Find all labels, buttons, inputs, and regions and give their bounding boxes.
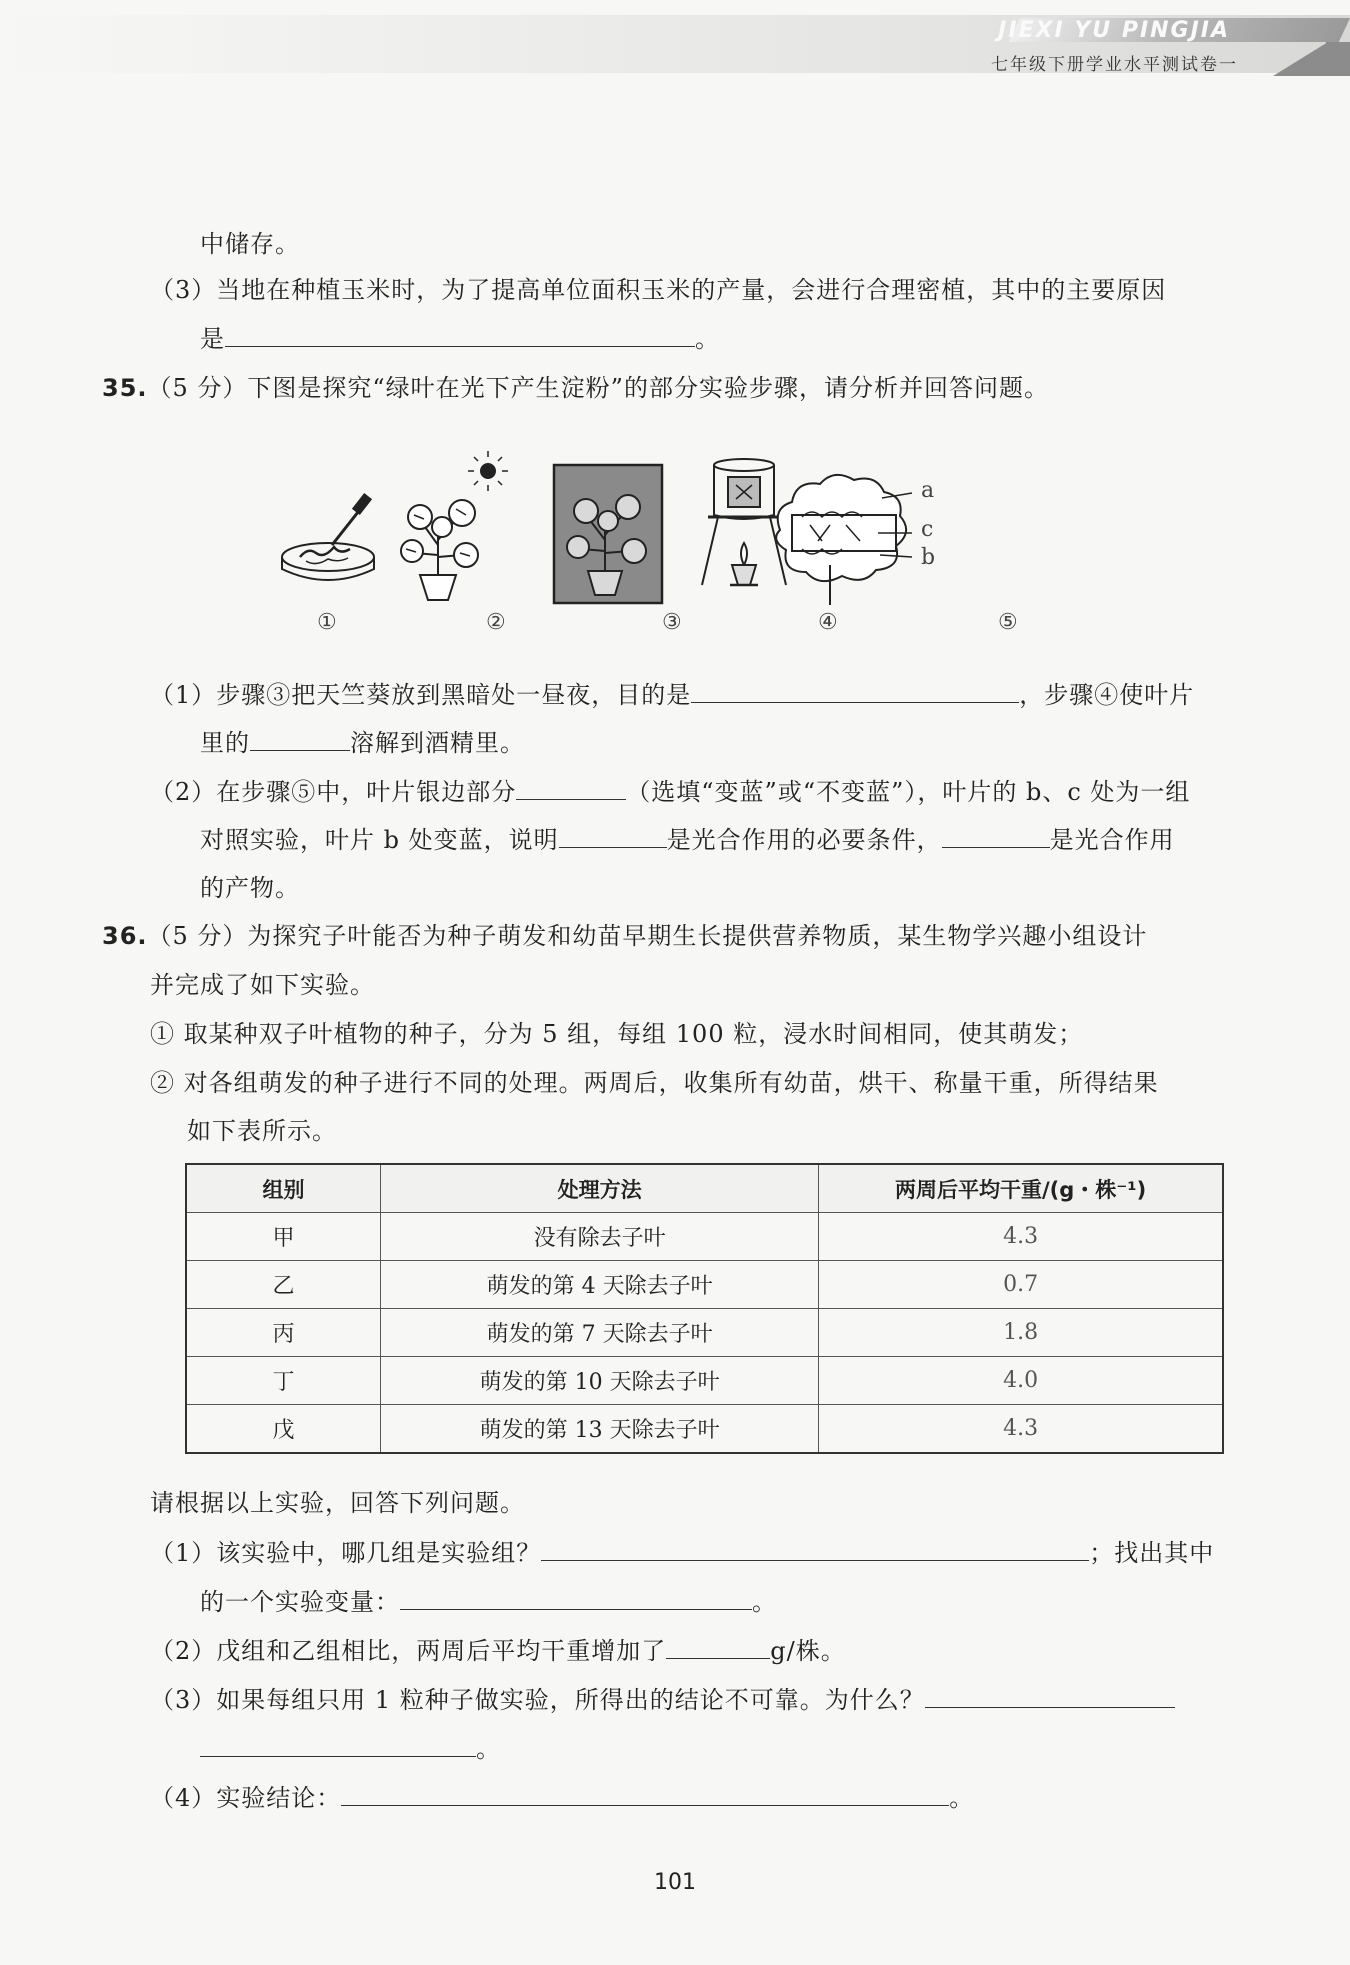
table-cell-group: 丁 xyxy=(186,1357,381,1405)
q35-part2-line3: 的产物。 xyxy=(200,874,300,902)
table-cell-group: 甲 xyxy=(186,1213,381,1261)
table-cell-method: 萌发的第 4 天除去子叶 xyxy=(381,1261,819,1309)
header-decor-wedge xyxy=(1273,42,1328,76)
q35-experiment-figure xyxy=(270,445,1120,645)
q36-stem-text-a: （5 分）为探究子叶能否为种子萌发和幼苗早期生长提供营养物质，某生物学兴趣小组设计 xyxy=(147,922,1148,950)
q36-part1-text-c: 的一个实验变量： xyxy=(200,1588,400,1616)
q36-part3-blank1[interactable] xyxy=(925,1681,1175,1708)
q35-part2-text-b: （选填“变蓝”或“不变蓝”），叶片的 b、c 处为一组 xyxy=(626,778,1191,806)
q35-part1-blank1[interactable] xyxy=(691,676,1019,703)
q35-part1-text-d: 溶解到酒精里。 xyxy=(350,729,525,757)
q35-number: 35. xyxy=(102,374,148,402)
q36-stem-line2: 并完成了如下实验。 xyxy=(150,971,375,999)
q36-part4-text-a: （4）实验结论： xyxy=(150,1784,342,1812)
q34-part3-prefix: 是 xyxy=(200,325,225,353)
q35-part2-line2 xyxy=(200,821,1175,858)
table-cell-weight: 4.3 xyxy=(819,1213,1223,1261)
figure-label-5: ⑤ xyxy=(998,610,1018,635)
table-cell-group: 戊 xyxy=(186,1405,381,1454)
header-title: 七年级下册学业水平测试卷一 xyxy=(991,55,1238,75)
q36-part2-text-b: g/株。 xyxy=(770,1637,846,1665)
table-cell-method: 没有除去子叶 xyxy=(381,1213,819,1261)
q34-part3-blank[interactable] xyxy=(225,320,695,347)
table-header-row xyxy=(186,1164,1223,1213)
q35-part2-blank2[interactable] xyxy=(559,821,667,848)
leaf-label-b: b xyxy=(921,545,936,570)
q35-part1-text-b: ，步骤④使叶片 xyxy=(1019,681,1195,709)
q35-figure-svg xyxy=(270,445,1120,645)
table-row xyxy=(186,1309,1223,1357)
table-header-group: 组别 xyxy=(186,1164,381,1213)
table-header-weight: 两周后平均干重/(g・株⁻¹) xyxy=(819,1164,1223,1213)
q34-continuation: 中储存。 xyxy=(200,230,300,258)
table-row xyxy=(186,1213,1223,1261)
q36-part3-line1 xyxy=(150,1681,1175,1718)
q36-intro: 请根据以上实验，回答下列问题。 xyxy=(150,1489,525,1517)
table-row xyxy=(186,1405,1223,1454)
potted-plant-sun-icon xyxy=(401,451,508,600)
table-header-method: 处理方法 xyxy=(381,1164,819,1213)
header-watermark: JIEXI YU PINGJIA xyxy=(998,18,1230,43)
q34-part3-answer-line xyxy=(200,320,720,357)
q36-part4-end: 。 xyxy=(949,1784,975,1812)
q35-part1-line2 xyxy=(200,724,525,761)
q36-step2-line2: 如下表所示。 xyxy=(187,1117,337,1145)
table-cell-group: 丙 xyxy=(186,1309,381,1357)
q36-part2-line xyxy=(150,1632,846,1669)
table-cell-method: 萌发的第 7 天除去子叶 xyxy=(381,1309,819,1357)
q36-number: 36. xyxy=(102,922,148,950)
q36-part4-blank[interactable] xyxy=(341,1779,949,1806)
table-cell-group: 乙 xyxy=(186,1261,381,1309)
q36-part2-blank[interactable] xyxy=(666,1632,770,1659)
q35-stem xyxy=(102,370,1049,406)
q35-stem-text: （5 分）下图是探究“绿叶在光下产生淀粉”的部分实验步骤，请分析并回答问题。 xyxy=(147,374,1049,402)
q35-part2-text-c: 对照实验，叶片 b 处变蓝，说明 xyxy=(200,826,559,854)
q36-stem-line1 xyxy=(102,918,1147,954)
q34-part3-text: （3）当地在种植玉米时，为了提高单位面积玉米的产量，会进行合理密植，其中的主要原因 xyxy=(150,276,1167,304)
table-cell-method: 萌发的第 13 天除去子叶 xyxy=(381,1405,819,1454)
table-cell-weight: 4.0 xyxy=(819,1357,1223,1405)
q36-results-table xyxy=(185,1163,1224,1454)
figure-label-3: ③ xyxy=(662,610,682,635)
alcohol-water-bath-icon xyxy=(702,459,786,585)
figure-label-1: ① xyxy=(317,610,337,635)
figure-label-2: ② xyxy=(486,610,506,635)
q35-part1-text-c: 里的 xyxy=(200,729,250,757)
q36-part1-text-b: ；找出其中 xyxy=(1089,1539,1215,1567)
q36-part1-end: 。 xyxy=(752,1588,777,1616)
table-row xyxy=(186,1261,1223,1309)
header-decor-block xyxy=(1326,42,1350,76)
q36-step2-line1: ② 对各组萌发的种子进行不同的处理。两周后，收集所有幼苗，烘干、称量干重，所得结果 xyxy=(150,1069,1159,1097)
q36-part3-line2 xyxy=(200,1730,501,1767)
leaf-label-c: c xyxy=(921,517,934,542)
q36-part1-line1 xyxy=(150,1534,1214,1571)
table-cell-weight: 4.3 xyxy=(819,1405,1223,1454)
q35-part2-text-a: （2）在步骤⑤中，叶片银边部分 xyxy=(150,778,517,806)
q36-part3-end: 。 xyxy=(476,1735,501,1763)
q36-part1-line2 xyxy=(200,1583,777,1620)
dark-box-plant-icon xyxy=(554,465,662,603)
leaf-diagram-icon xyxy=(776,475,912,605)
q35-part2-blank1[interactable] xyxy=(516,773,626,800)
q36-part2-text-a: （2）戊组和乙组相比，两周后平均干重增加了 xyxy=(150,1637,667,1665)
q36-part3-text-a: （3）如果每组只用 1 粒种子做实验，所得出的结论不可靠。为什么？ xyxy=(150,1686,925,1714)
table-cell-method: 萌发的第 10 天除去子叶 xyxy=(381,1357,819,1405)
figure-label-4: ④ xyxy=(818,610,838,635)
q36-part1-blank2[interactable] xyxy=(400,1583,752,1610)
page-number: 101 xyxy=(654,1870,696,1895)
petri-dish-icon xyxy=(282,494,374,580)
q35-part1-line1 xyxy=(150,676,1194,713)
table-cell-weight: 0.7 xyxy=(819,1261,1223,1309)
table-cell-weight: 1.8 xyxy=(819,1309,1223,1357)
q35-part2-line1 xyxy=(150,773,1190,810)
q36-part4-line xyxy=(150,1779,974,1816)
q34-part3-end: 。 xyxy=(695,325,720,353)
table-row xyxy=(186,1357,1223,1405)
q36-part1-text-a: （1）该实验中，哪几组是实验组？ xyxy=(150,1539,542,1567)
q36-part1-blank1[interactable] xyxy=(541,1534,1089,1561)
q35-part2-text-d: 是光合作用的必要条件， xyxy=(666,826,942,854)
q35-part1-text-a: （1）步骤③把天竺葵放到黑暗处一昼夜，目的是 xyxy=(150,681,692,709)
q35-part2-blank3[interactable] xyxy=(942,821,1050,848)
leaf-label-a: a xyxy=(921,478,935,503)
q36-part3-blank2[interactable] xyxy=(200,1730,476,1757)
q35-part1-blank2[interactable] xyxy=(250,724,350,751)
q36-step1: ① 取某种双子叶植物的种子，分为 5 组，每组 100 粒，浸水时间相同，使其萌发； xyxy=(150,1020,1084,1048)
q35-part2-text-e: 是光合作用 xyxy=(1049,826,1175,854)
